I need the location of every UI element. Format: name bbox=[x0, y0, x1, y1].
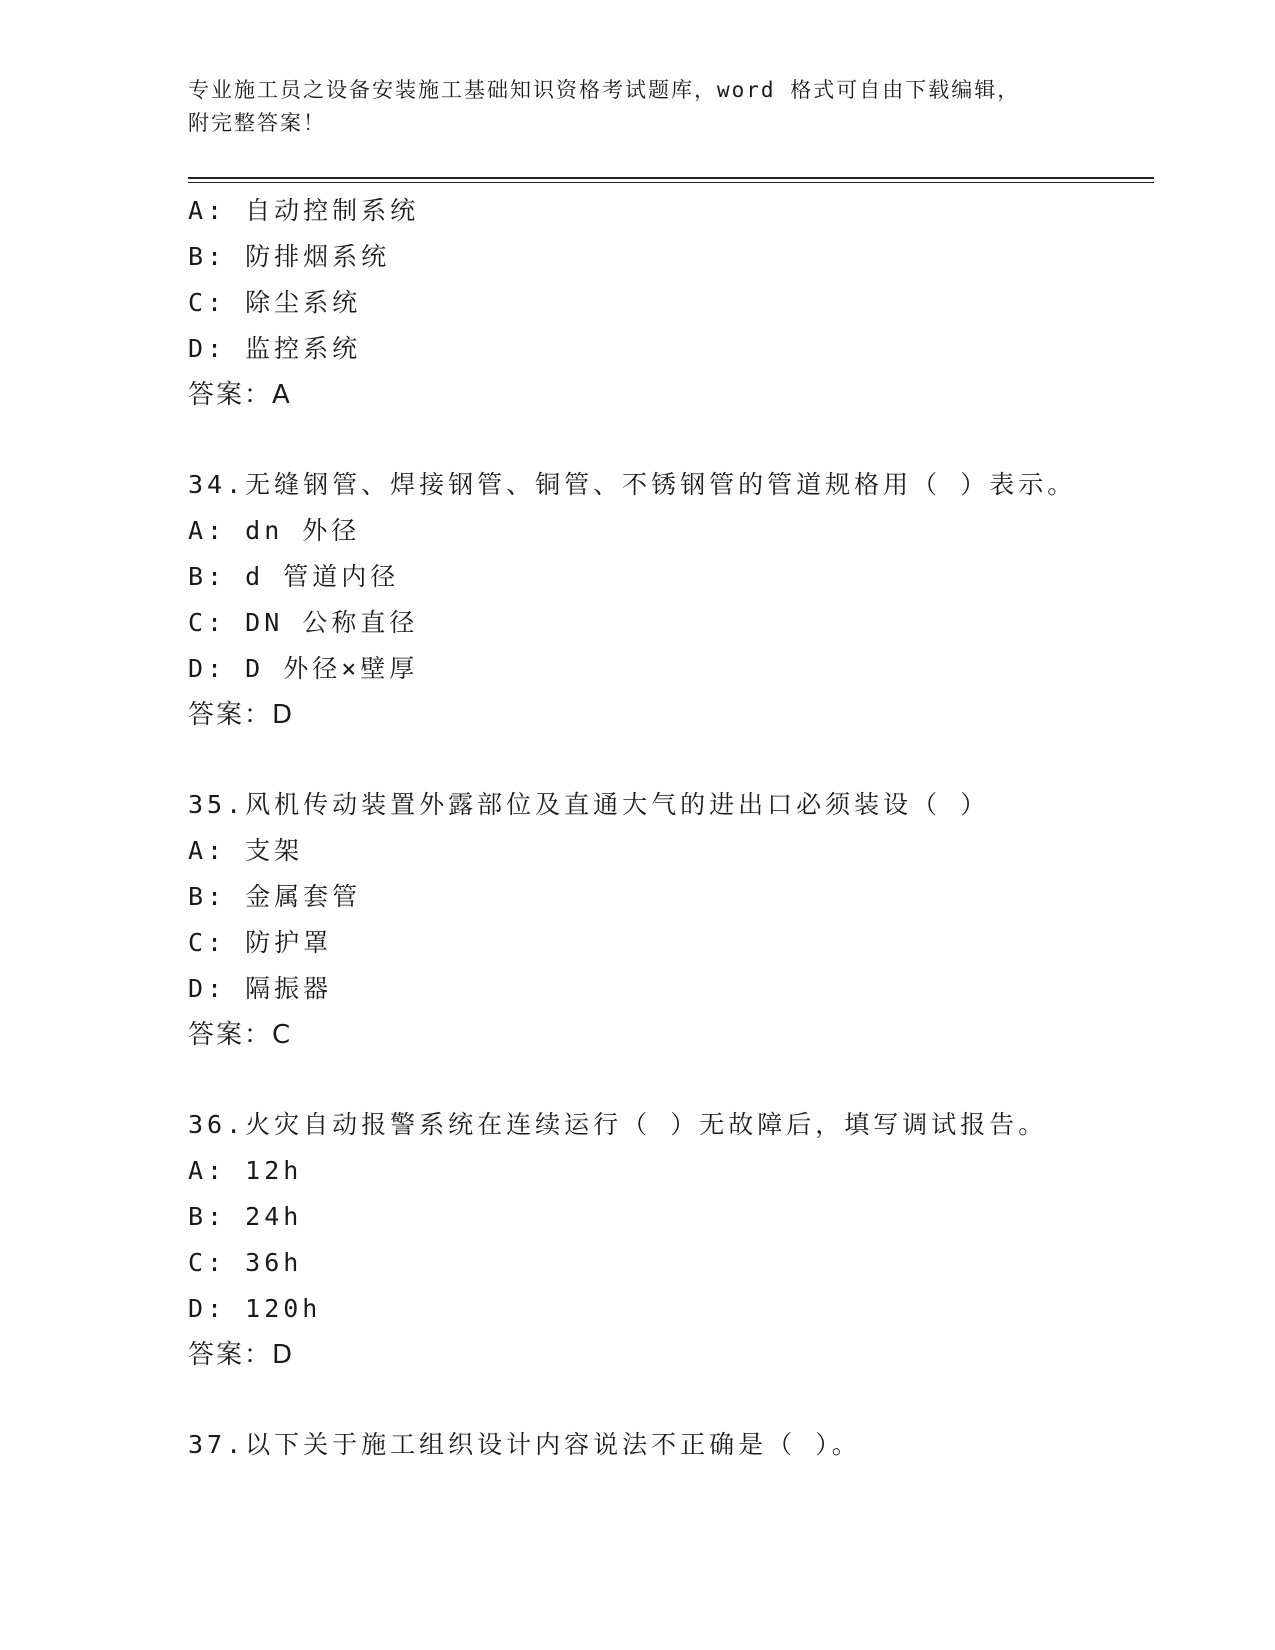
question-block-34 bbox=[188, 462, 1154, 738]
document-header bbox=[188, 74, 1068, 140]
question-list bbox=[188, 188, 1154, 1468]
option-c: C: 36h bbox=[188, 1248, 303, 1277]
option-a: A: 12h bbox=[188, 1156, 303, 1185]
question-text: 36.火灾自动报警系统在连续运行（ ）无故障后，填写调试报告。 bbox=[188, 1110, 1048, 1139]
option-b: B: 24h bbox=[188, 1202, 303, 1231]
question-text: 37.以下关于施工组织设计内容说法不正确是（ ）。 bbox=[188, 1430, 861, 1459]
header-rule-thin bbox=[188, 182, 1154, 183]
answer-line: 答案：D bbox=[188, 1340, 295, 1370]
option-d: D: 隔振器 bbox=[188, 974, 333, 1003]
answer-line: 答案：A bbox=[188, 380, 292, 410]
spacer bbox=[188, 738, 1154, 782]
header-line-1: 专业施工员之设备安装施工基础知识资格考试题库，word 格式可自由下载编辑， bbox=[188, 78, 1021, 102]
header-rule-thick bbox=[188, 177, 1154, 179]
option-c: C: 防护罩 bbox=[188, 928, 333, 957]
spacer bbox=[188, 418, 1154, 462]
option-b: B: 防排烟系统 bbox=[188, 242, 391, 271]
option-d: D: 监控系统 bbox=[188, 334, 362, 363]
question-block-prev bbox=[188, 188, 1154, 418]
option-a: A: dn 外径 bbox=[188, 516, 361, 545]
question-text: 35.风机传动装置外露部位及直通大气的进出口必须装设（ ） bbox=[188, 790, 990, 819]
question-block-37 bbox=[188, 1422, 1154, 1468]
option-b: B: 金属套管 bbox=[188, 882, 362, 911]
spacer bbox=[188, 1378, 1154, 1422]
question-block-36 bbox=[188, 1102, 1154, 1378]
question-text: 34.无缝钢管、焊接钢管、铜管、不锈钢管的管道规格用（ ）表示。 bbox=[188, 470, 1077, 499]
option-a: A: 自动控制系统 bbox=[188, 196, 420, 225]
option-c: C: 除尘系统 bbox=[188, 288, 362, 317]
answer-line: 答案：C bbox=[188, 1020, 293, 1050]
answer-line: 答案：D bbox=[188, 700, 295, 730]
spacer bbox=[188, 1058, 1154, 1102]
option-c: C: DN 公称直径 bbox=[188, 608, 419, 637]
header-line-2: 附完整答案！ bbox=[188, 111, 326, 135]
option-b: B: d 管道内径 bbox=[188, 562, 400, 591]
question-block-35 bbox=[188, 782, 1154, 1058]
option-d: D: 120h bbox=[188, 1294, 322, 1323]
option-a: A: 支架 bbox=[188, 836, 304, 865]
option-d: D: D 外径×壁厚 bbox=[188, 654, 419, 683]
